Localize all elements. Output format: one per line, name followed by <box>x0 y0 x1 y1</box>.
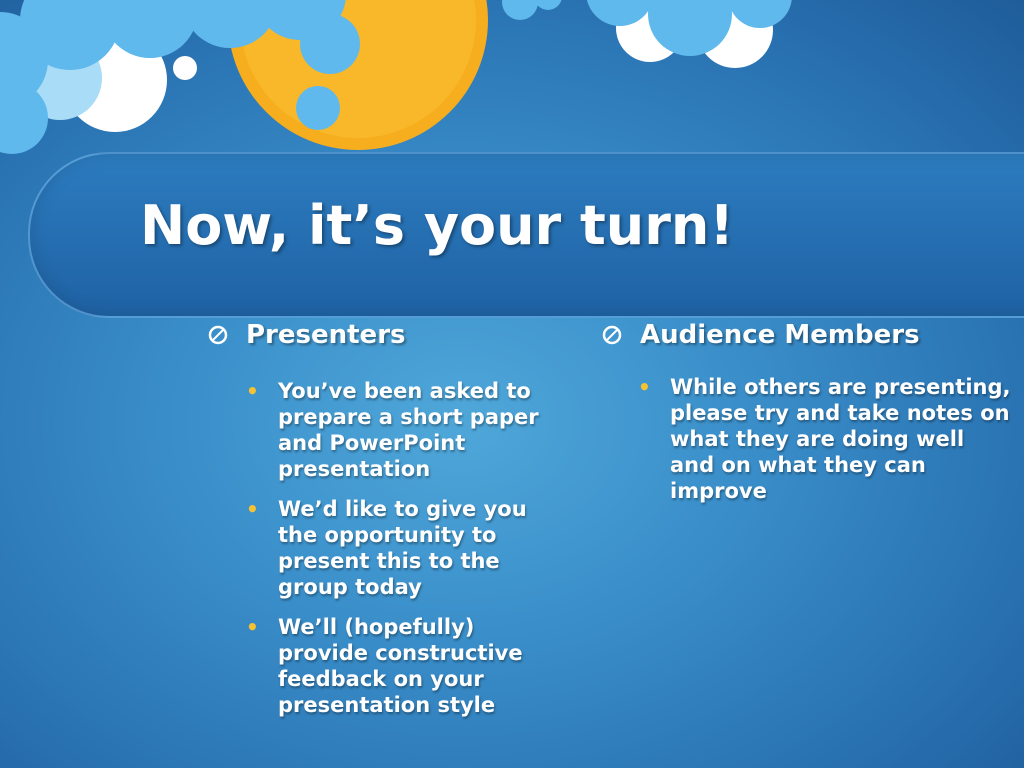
audience-list <box>600 374 1012 504</box>
presenters-heading <box>206 318 566 352</box>
list-item-text: You’ve been asked to prepare a short paper and PowerPoint presentation <box>278 379 539 481</box>
dot-bullet-icon: • <box>246 615 259 639</box>
presenters-heading-label: Presenters <box>246 320 406 350</box>
sun-and-clouds-decoration <box>0 0 1024 160</box>
list-item <box>206 614 566 718</box>
dot-bullet-icon: • <box>246 497 259 521</box>
cloud-right-icon <box>502 0 792 68</box>
ring-bullet-icon <box>600 323 624 347</box>
list-item-text: We’d like to give you the opportunity to present this to the group today <box>278 497 527 599</box>
list-item <box>206 378 566 482</box>
audience-column <box>600 318 1012 518</box>
ring-bullet-icon <box>206 323 230 347</box>
audience-heading <box>600 318 1012 352</box>
list-item-text: While others are presenting, please try and take notes on what they are doing well and on what they can improve <box>670 375 1011 503</box>
dot-bullet-icon: • <box>246 379 259 403</box>
audience-heading-label: Audience Members <box>640 320 920 350</box>
presenters-list <box>206 378 566 718</box>
list-item-text: We’ll (hopefully) provide constructive feedback on your presentation style <box>278 615 523 717</box>
presenters-column <box>206 318 566 732</box>
list-item <box>206 496 566 600</box>
list-item <box>600 374 1012 504</box>
slide-title: Now, it’s your turn! <box>140 194 734 257</box>
dot-bullet-icon: • <box>638 375 651 399</box>
